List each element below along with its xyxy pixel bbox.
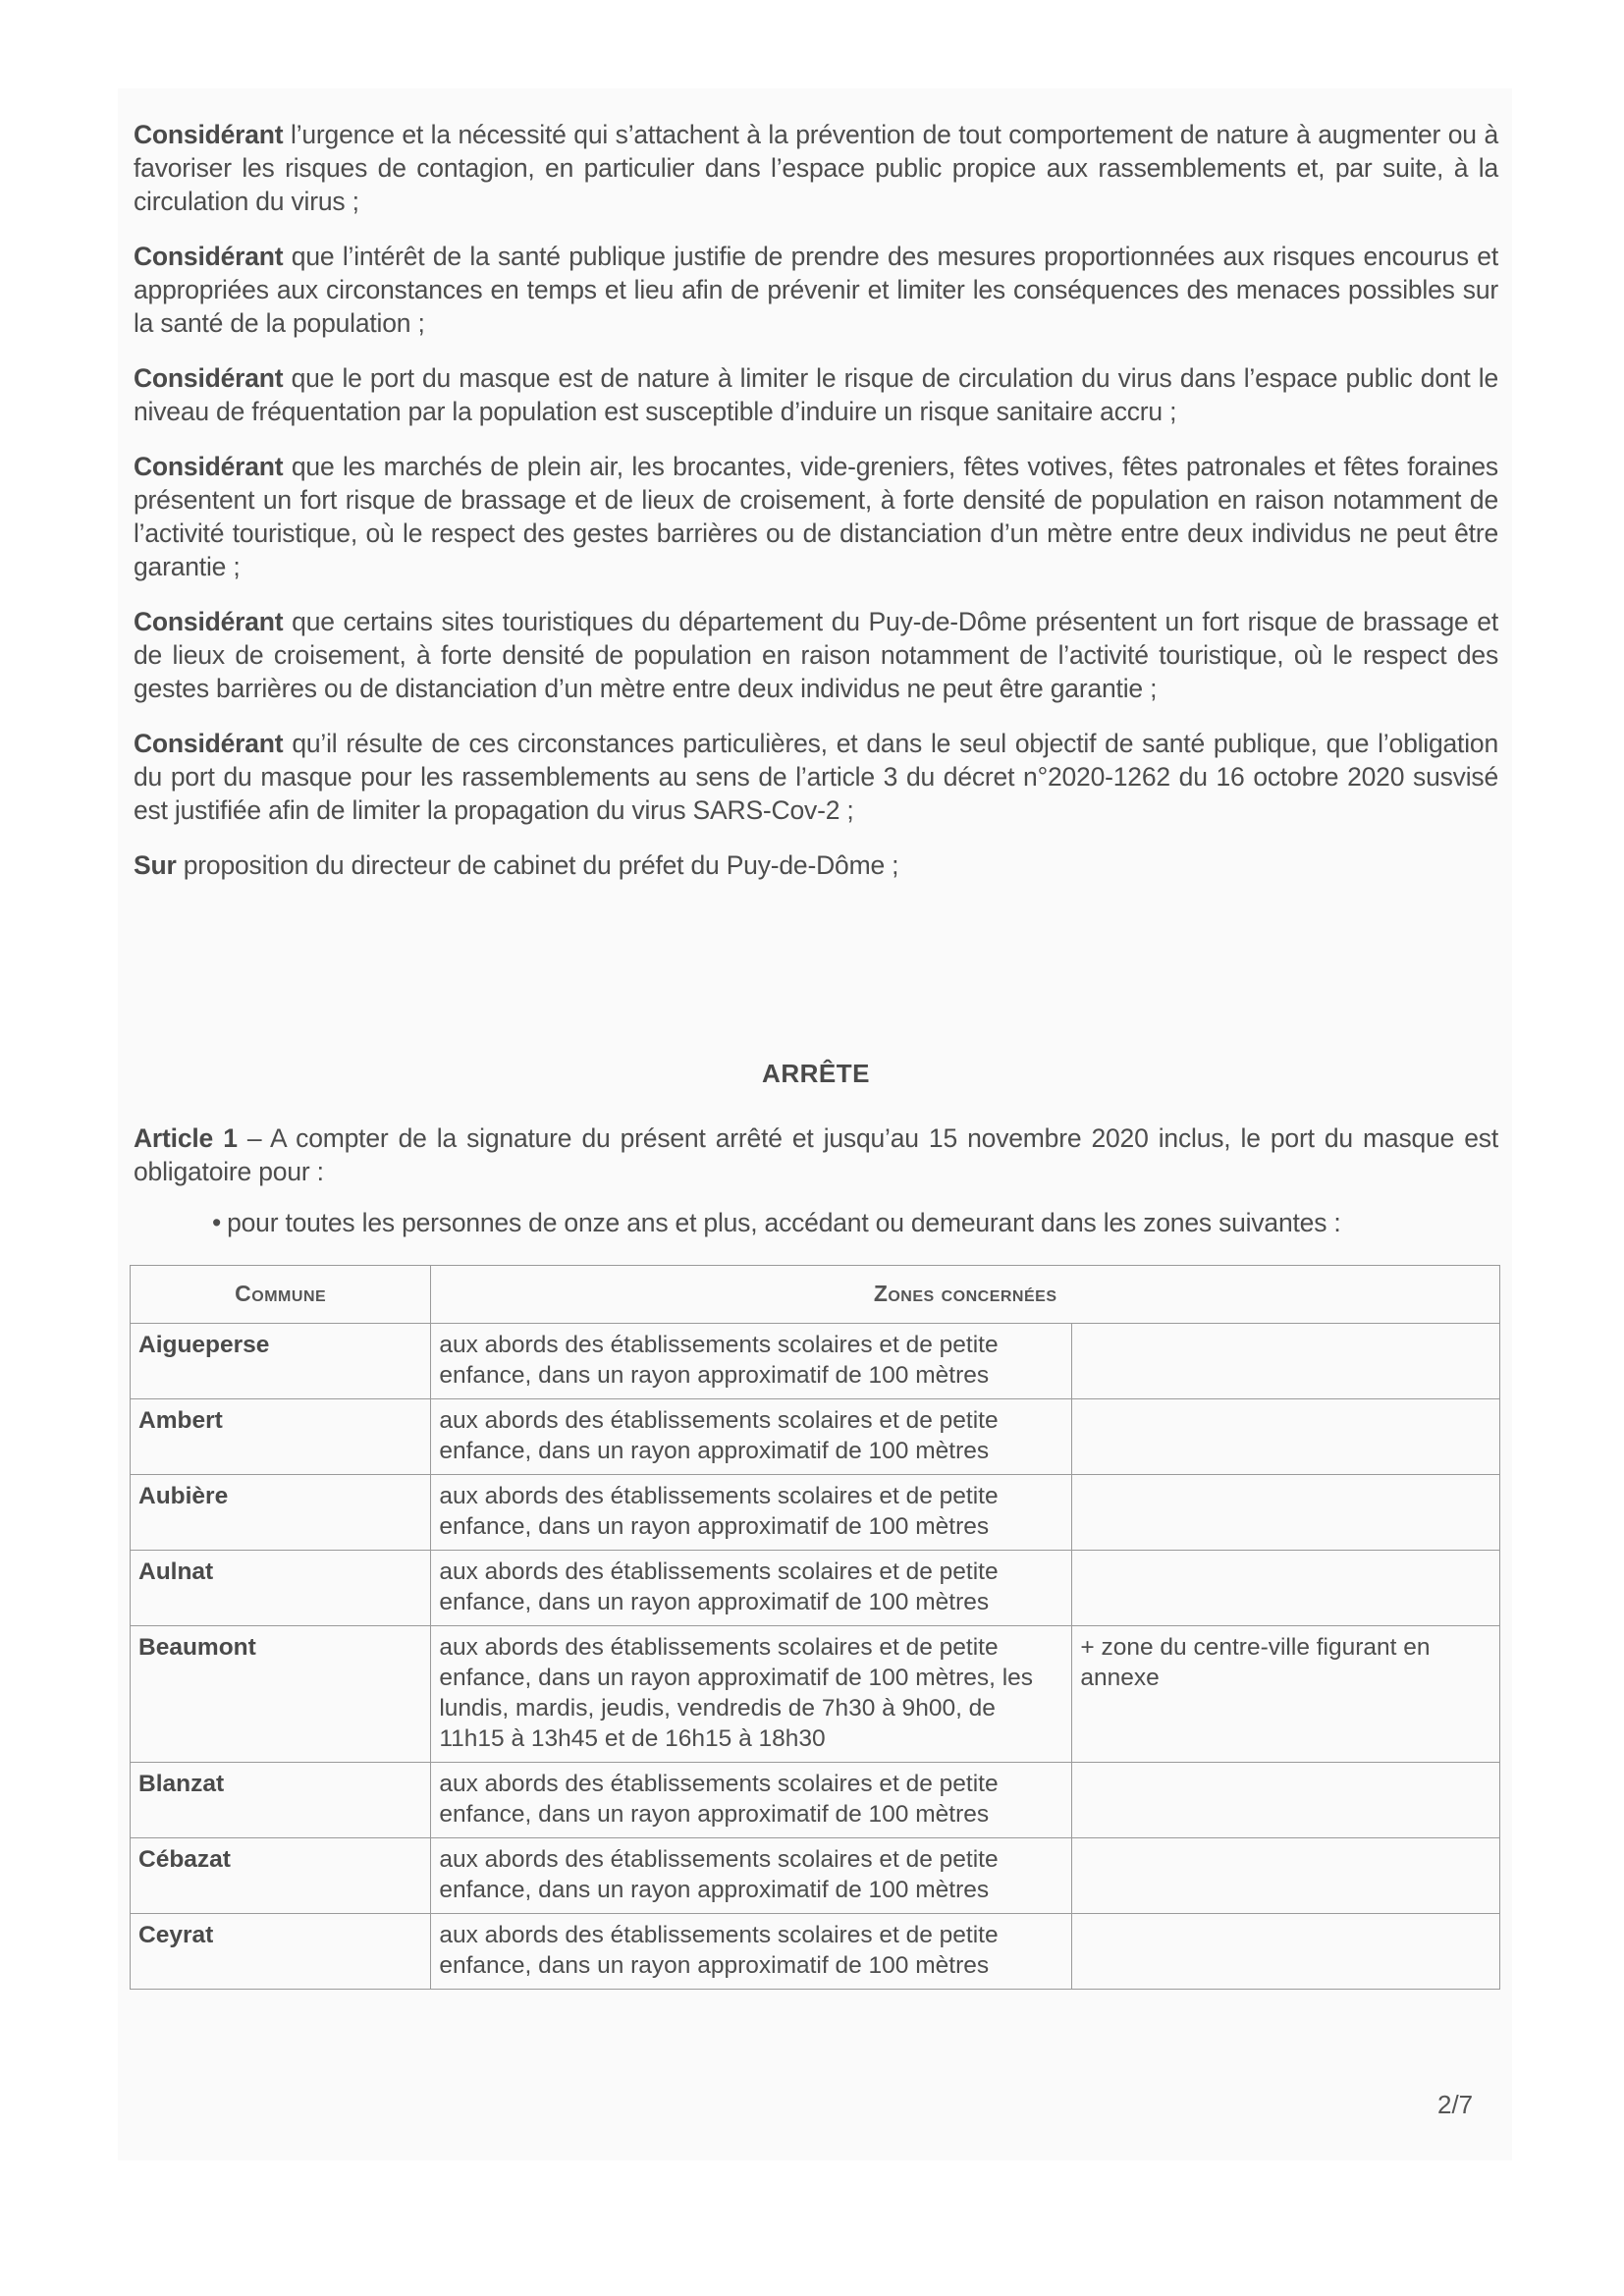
page-number: 2/7: [1437, 2090, 1474, 2119]
considerant-paragraph-2: [134, 240, 1498, 340]
paragraph-text: que certains sites touristiques du département du Puy-de-Dôme présentent un fort risque de brassage et de lieux de croisement, à forte densité de population en raison notamment de l’activité touristique, où le respect des gestes barrières ou de distanciation d’un mètre entre deux individus ne peut être garantie ;: [134, 607, 1498, 703]
zone-cell: aux abords des établissements scolaires et de petite enfance, dans un rayon approximatif de 100 mètres: [431, 1763, 1072, 1838]
bullet-text: pour toutes les personnes de onze ans et plus, accédant ou demeurant dans les zones suivantes :: [227, 1208, 1341, 1237]
paragraph-text: qu’il résulte de ces circonstances particulières, et dans le seul objectif de santé publique, que l’obligation du port du masque pour les rassemblements au sens de l’article 3 du décret n°2020-1262 du 16 octobre 2020 susvisé est justifiée afin de limiter la propagation du virus SARS-Cov-2 ;: [134, 729, 1498, 825]
table-header-row: [131, 1266, 1500, 1324]
considerant-paragraph-5: [134, 605, 1498, 705]
extra-zone-cell: [1072, 1324, 1500, 1399]
considerant-paragraph-3: [134, 361, 1498, 428]
paragraph-lead: Considérant: [134, 607, 284, 636]
commune-cell: Cébazat: [131, 1838, 431, 1914]
column-header-commune: Commune: [131, 1266, 431, 1324]
extra-zone-cell: [1072, 1475, 1500, 1551]
bullet-icon: •: [212, 1208, 222, 1237]
extra-zone-cell: [1072, 1914, 1500, 1990]
zone-cell: aux abords des établissements scolaires et de petite enfance, dans un rayon approximatif de 100 mètres: [431, 1399, 1072, 1475]
zone-cell: aux abords des établissements scolaires et de petite enfance, dans un rayon approximatif de 100 mètres: [431, 1838, 1072, 1914]
paragraph-text: que l’intérêt de la santé publique justifie de prendre des mesures proportionnées aux risques encourus et appropriées aux circonstances en temps et lieu afin de prévenir et limiter les conséquences des menaces possibles sur la santé de la population ;: [134, 242, 1498, 338]
commune-cell: Aigueperse: [131, 1324, 431, 1399]
table-row: [131, 1551, 1500, 1626]
paragraph-lead: Considérant: [134, 452, 284, 481]
table-row: [131, 1914, 1500, 1990]
commune-cell: Ceyrat: [131, 1914, 431, 1990]
proposition-paragraph: [134, 848, 1498, 882]
commune-cell: Aubière: [131, 1475, 431, 1551]
commune-cell: Aulnat: [131, 1551, 431, 1626]
paragraph-lead: Considérant: [134, 120, 284, 149]
column-header-zones: Zones concernées: [431, 1266, 1500, 1324]
considerant-paragraph-6: [134, 727, 1498, 827]
commune-cell: Ambert: [131, 1399, 431, 1475]
article-1-paragraph: [134, 1121, 1498, 1188]
paragraph-text: l’urgence et la nécessité qui s’attachent à la prévention de tout comportement de nature à augmenter ou à favoriser les risques de contagion, en particulier dans l’espace public propice aux rassemblements et, par suite, à la circulation du virus ;: [134, 120, 1498, 216]
extra-zone-cell: + zone du centre-ville figurant en annexe: [1072, 1626, 1500, 1763]
paragraph-lead: Considérant: [134, 242, 284, 271]
zone-cell: aux abords des établissements scolaires et de petite enfance, dans un rayon approximatif de 100 mètres: [431, 1551, 1072, 1626]
zones-table: [130, 1265, 1500, 1990]
commune-cell: Beaumont: [131, 1626, 431, 1763]
extra-zone-cell: [1072, 1551, 1500, 1626]
table-row: [131, 1763, 1500, 1838]
extra-zone-cell: [1072, 1399, 1500, 1475]
commune-cell: Blanzat: [131, 1763, 431, 1838]
paragraph-lead: Considérant: [134, 363, 284, 393]
extra-zone-cell: [1072, 1838, 1500, 1914]
decision-title: ARRÊTE: [762, 1059, 870, 1088]
document-body: [134, 118, 1499, 1979]
considerant-paragraph-1: [134, 118, 1498, 218]
extra-zone-cell: [1072, 1763, 1500, 1838]
zone-cell: aux abords des établissements scolaires et de petite enfance, dans un rayon approximatif de 100 mètres: [431, 1324, 1072, 1399]
zone-cell: aux abords des établissements scolaires et de petite enfance, dans un rayon approximatif de 100 mètres, les lundis, mardis, jeudis, vendredis de 7h30 à 9h00, de 11h15 à 13h45 et de 16h15 à 18h30: [431, 1626, 1072, 1763]
article-lead: Article 1: [134, 1123, 238, 1153]
paragraph-lead: Sur: [134, 850, 177, 880]
paragraph-text: proposition du directeur de cabinet du préfet du Puy-de-Dôme ;: [176, 850, 899, 880]
paragraph-text: que les marchés de plein air, les brocantes, vide-greniers, fêtes votives, fêtes patronales et fêtes foraines présentent un fort risque de brassage et de lieux de croisement, à forte densité de population en raison notamment de l’activité touristique, où le respect des gestes barrières ou de distanciation d’un mètre entre deux individus ne peut être garantie ;: [134, 452, 1498, 581]
table-row: [131, 1475, 1500, 1551]
article-text: – A compter de la signature du présent arrêté et jusqu’au 15 novembre 2020 inclus, le port du masque est obligatoire pour :: [134, 1123, 1499, 1186]
table-row: [131, 1399, 1500, 1475]
table-row: [131, 1626, 1500, 1763]
table-row: [131, 1838, 1500, 1914]
considerant-paragraph-4: [134, 450, 1498, 583]
bullet-item: [212, 1206, 1498, 1239]
zone-cell: aux abords des établissements scolaires et de petite enfance, dans un rayon approximatif de 100 mètres: [431, 1475, 1072, 1551]
paragraph-lead: Considérant: [134, 729, 284, 758]
zone-cell: aux abords des établissements scolaires et de petite enfance, dans un rayon approximatif de 100 mètres: [431, 1914, 1072, 1990]
table-row: [131, 1324, 1500, 1399]
paragraph-text: que le port du masque est de nature à limiter le risque de circulation du virus dans l’espace public dont le niveau de fréquentation par la population est susceptible d’induire un risque sanitaire accru ;: [134, 363, 1498, 426]
